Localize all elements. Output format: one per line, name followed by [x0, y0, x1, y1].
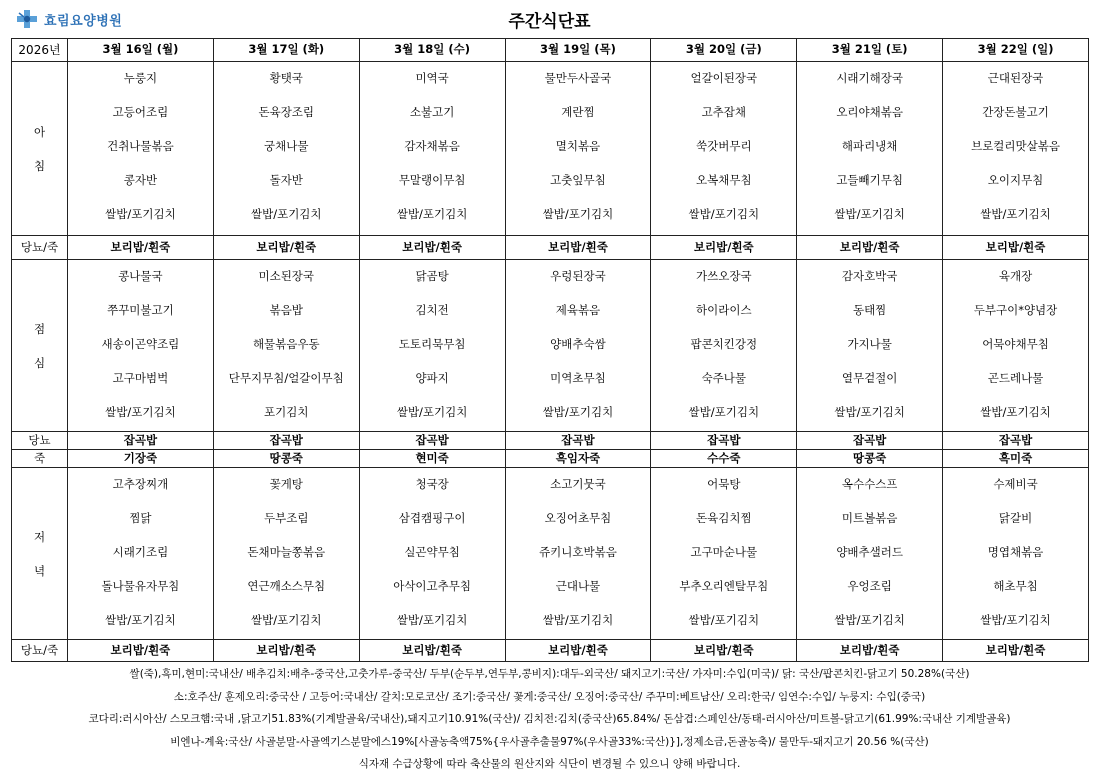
menu-item: 삼겹캠핑구이 [398, 511, 466, 526]
menu-item: 오이지무침 [987, 173, 1044, 188]
menu-item: 쌀밥/포기김치 [542, 613, 614, 628]
menu-item: 쌀밥/포기김치 [396, 613, 468, 628]
breakfast-day-cell [68, 62, 214, 236]
menu-item: 두부조림 [264, 511, 309, 526]
lunch-day-cell [213, 260, 359, 432]
menu-item: 실곤약무침 [404, 545, 460, 560]
menu-item: 오리야채볶음 [836, 105, 903, 120]
diabetes-cell: 잡곡밥 [651, 432, 797, 450]
menu-item: 미트볼볶음 [841, 511, 898, 526]
diet-cell: 보리밥/흰죽 [68, 236, 214, 260]
menu-item: 도토리묵무침 [398, 337, 466, 352]
lunch-day-cell [505, 260, 651, 432]
lunch-day-cell [68, 260, 214, 432]
dinner-day-cell [505, 468, 651, 640]
breakfast-diet-row [12, 236, 1089, 260]
menu-item: 쌀밥/포기김치 [688, 405, 760, 420]
breakfast-day-cell [651, 62, 797, 236]
menu-item: 양배추숙쌈 [550, 337, 606, 352]
meal-label-char: 심 [33, 355, 46, 370]
breakfast-day-cell [505, 62, 651, 236]
menu-item: 해물볶음우동 [252, 337, 320, 352]
diet-cell: 보리밥/흰죽 [359, 640, 505, 662]
row-label: 당뇨/죽 [12, 640, 68, 662]
menu-item: 수제비국 [993, 477, 1038, 492]
menu-item: 근대된장국 [987, 71, 1044, 86]
menu-item: 우엉조림 [847, 579, 892, 594]
menu-item: 가쓰오장국 [696, 269, 752, 284]
diet-cell: 보리밥/흰죽 [359, 236, 505, 260]
menu-item: 무말랭이무침 [398, 173, 466, 188]
diabetes-cell: 잡곡밥 [359, 432, 505, 450]
menu-item: 고구마범벅 [112, 371, 169, 386]
meal-label-char: 아 [33, 124, 46, 139]
dinner-day-cell [943, 468, 1089, 640]
menu-item: 쌀밥/포기김치 [542, 405, 614, 420]
menu-item: 청국장 [415, 477, 449, 492]
day-header: 3월 19일 (목) [505, 39, 651, 62]
menu-item: 시래기조림 [112, 545, 169, 560]
diet-cell: 보리밥/흰죽 [213, 640, 359, 662]
meal-label-char: 저 [33, 529, 46, 544]
diabetes-cell: 잡곡밥 [797, 432, 943, 450]
menu-item: 새송이곤약조림 [101, 337, 180, 352]
diet-cell: 보리밥/흰죽 [651, 236, 797, 260]
diabetes-cell: 잡곡밥 [213, 432, 359, 450]
diet-cell: 보리밥/흰죽 [68, 640, 214, 662]
menu-item: 쌀밥/포기김치 [980, 405, 1051, 420]
year-cell: 2026년 [12, 39, 68, 62]
menu-item: 쑥갓버무리 [696, 139, 752, 154]
menu-item: 하이라이스 [696, 303, 752, 318]
menu-item: 물만두사골국 [544, 71, 612, 86]
row-label: 당뇨 [12, 432, 68, 450]
lunch-day-cell [943, 260, 1089, 432]
menu-item: 콩나물국 [118, 269, 163, 284]
menu-item: 근대나물 [555, 579, 601, 594]
menu-item: 쌀밥/포기김치 [542, 207, 614, 222]
menu-item: 해파리냉채 [841, 139, 898, 154]
menu-item: 양배추샐러드 [836, 545, 903, 560]
menu-item: 고들빼기무침 [836, 173, 903, 188]
menu-item: 계란찜 [561, 105, 595, 120]
menu-item: 우렁된장국 [550, 269, 606, 284]
origin-notes [0, 663, 1099, 776]
menu-item: 닭곰탕 [415, 269, 449, 284]
menu-item: 브로컬리맛살볶음 [971, 139, 1060, 154]
menu-item: 곤드레나물 [987, 371, 1044, 386]
menu-item: 어묵탕 [707, 477, 741, 492]
menu-item: 쌀밥/포기김치 [105, 207, 176, 222]
menu-item: 쌀밥/포기김치 [834, 207, 905, 222]
menu-item: 고추잡채 [701, 105, 747, 120]
diabetes-cell: 잡곡밥 [943, 432, 1089, 450]
dinner-day-cell [651, 468, 797, 640]
porridge-cell: 땅콩죽 [213, 450, 359, 468]
menu-item: 쌀밥/포기김치 [834, 405, 905, 420]
day-header: 3월 16일 (월) [68, 39, 214, 62]
lunch-day-cell [359, 260, 505, 432]
porridge-cell: 흑미죽 [943, 450, 1089, 468]
menu-item: 고춧잎무침 [550, 173, 606, 188]
menu-item: 찜닭 [129, 511, 152, 526]
note-line: 코다리:러시아산/ 스모크햄:국내 ,닭고기51.83%(기계발골육/국내산),돼지고기10.91%(국산)/ 김치전:김치(중국산)65.84%/ 돈삼겹:스페인산/동태-러시아산/미트볼-닭고기(61.99%:국내산 기계발골육) [88, 713, 1011, 725]
day-header: 3월 20일 (금) [651, 39, 797, 62]
menu-item: 쌀밥/포기김치 [251, 613, 322, 628]
menu-item: 궁채나물 [264, 139, 309, 154]
menu-item: 돌나물유자무침 [101, 579, 180, 594]
breakfast-day-cell [797, 62, 943, 236]
note-line: 식자재 수급상황에 따라 축산물의 원산지와 식단이 변경될 수 있으니 양해 바랍니다. [358, 758, 741, 770]
row-label: 죽 [12, 450, 68, 468]
diet-cell: 보리밥/흰죽 [505, 236, 651, 260]
menu-item: 제육볶음 [555, 303, 601, 318]
porridge-cell: 현미죽 [359, 450, 505, 468]
porridge-cell: 땅콩죽 [797, 450, 943, 468]
row-label: 당뇨/죽 [12, 236, 68, 260]
breakfast-row [12, 62, 1089, 236]
menu-item: 쌀밥/포기김치 [105, 613, 176, 628]
menu-item: 오복채무침 [696, 173, 752, 188]
header-row [12, 39, 1089, 62]
meal-label-char: 녁 [33, 563, 46, 578]
breakfast-day-cell [359, 62, 505, 236]
menu-item: 연근깨소스무침 [247, 579, 326, 594]
diabetes-cell: 잡곡밥 [68, 432, 214, 450]
breakfast-day-cell [943, 62, 1089, 236]
menu-item: 쭈꾸미불고기 [107, 303, 174, 318]
diet-cell: 보리밥/흰죽 [213, 236, 359, 260]
menu-item: 미역국 [415, 71, 449, 86]
lunch-day-cell [651, 260, 797, 432]
diet-cell: 보리밥/흰죽 [797, 236, 943, 260]
menu-item: 간장돈불고기 [982, 105, 1049, 120]
menu-item: 쌀밥/포기김치 [688, 613, 760, 628]
menu-item: 소고기뭇국 [550, 477, 606, 492]
day-header: 3월 17일 (화) [213, 39, 359, 62]
meal-label-char: 점 [33, 321, 46, 336]
dinner-row [12, 468, 1089, 640]
menu-item: 쌀밥/포기김치 [396, 207, 468, 222]
diet-cell: 보리밥/흰죽 [943, 236, 1089, 260]
menu-item: 콩자반 [123, 173, 158, 188]
menu-item: 쌀밥/포기김치 [396, 405, 468, 420]
menu-item: 황탯국 [269, 71, 303, 86]
menu-item: 쌀밥/포기김치 [834, 613, 905, 628]
lunch-porridge-row [12, 450, 1089, 468]
menu-item: 돈육김치찜 [696, 511, 752, 526]
dinner-day-cell [213, 468, 359, 640]
menu-item: 감자채볶음 [404, 139, 460, 154]
note-line: 비엔나-계육:국산/ 사골분말-사골엑기스분말에스19%[사골농축액75%{우사골추출물97%(우사골33%:국산)}],정제소금,돈골농축)/ 물만두-돼지고기 20.56 %(국산) [170, 735, 929, 748]
note-line: 소:호주산/ 훈제오리:중국산 / 고등어:국내산/ 갈치:모로코산/ 조기:중국산/ 꽃게:중국산/ 오징어:중국산/ 주꾸미:베트남산/ 오리:한국/ 임연수:수입/ 누룽지: 수입(중국) [173, 690, 926, 703]
menu-item: 팝콘치킨강정 [690, 337, 758, 352]
menu-item: 돈채마늘쫑볶음 [247, 545, 326, 560]
menu-item: 양파지 [415, 371, 449, 386]
menu-item: 쌀밥/포기김치 [980, 613, 1051, 628]
dinner-diet-row [12, 640, 1089, 662]
menu-item: 열무겉절이 [841, 371, 898, 386]
diabetes-cell: 잡곡밥 [505, 432, 651, 450]
porridge-cell: 수수죽 [651, 450, 797, 468]
lunch-day-cell [797, 260, 943, 432]
menu-item: 어묵야채무침 [982, 337, 1049, 352]
lunch-diabetes-row [12, 432, 1089, 450]
lunch-label [12, 260, 68, 432]
dinner-label [12, 468, 68, 640]
weekly-menu-table [11, 38, 1089, 662]
menu-item: 얼갈이된장국 [690, 71, 758, 86]
day-header: 3월 18일 (수) [359, 39, 505, 62]
diet-cell: 보리밥/흰죽 [797, 640, 943, 662]
menu-item: 숙주나물 [701, 371, 747, 386]
menu-item: 누룽지 [123, 71, 158, 86]
menu-item: 볶음밥 [269, 303, 303, 318]
porridge-cell: 흑임자죽 [505, 450, 651, 468]
dinner-day-cell [359, 468, 505, 640]
menu-item: 쌀밥/포기김치 [251, 207, 322, 222]
menu-item: 고등어조림 [112, 105, 169, 120]
menu-item: 단무지무침/얼갈이무침 [228, 371, 344, 386]
porridge-cell: 기장죽 [68, 450, 214, 468]
menu-item: 고구마순나물 [690, 545, 758, 560]
diet-cell: 보리밥/흰죽 [505, 640, 651, 662]
note-line: 쌀(죽),흑미,현미:국내산/ 배추김치:배추-중국산,고춧가루-중국산/ 두부(순두부,연두부,콩비지):대두-외국산/ 돼지고기:국산/ 가자미:수입(미국)/ 닭: 국산/팝콘치킨-닭고기 50.28%(국산) [129, 668, 970, 680]
page-title: 주간식단표 [508, 12, 591, 32]
dinner-day-cell [797, 468, 943, 640]
menu-item: 부추오리엔탈무침 [679, 579, 769, 594]
menu-item: 돈육장조림 [258, 105, 315, 120]
hospital-name: 효림요양병원 [44, 13, 123, 29]
menu-item: 쌀밥/포기김치 [980, 207, 1051, 222]
menu-item: 멸치볶음 [555, 139, 601, 154]
menu-item: 동태찜 [852, 303, 887, 318]
diet-cell: 보리밥/흰죽 [651, 640, 797, 662]
menu-item: 김치전 [415, 303, 449, 318]
menu-item: 쌀밥/포기김치 [688, 207, 760, 222]
meal-label-char: 침 [33, 158, 46, 173]
menu-item: 두부구이*양념장 [973, 303, 1058, 318]
dinner-day-cell [68, 468, 214, 640]
menu-item: 명엽채볶음 [987, 545, 1044, 560]
menu-item: 건취나물볶음 [107, 139, 174, 154]
menu-item: 포기김치 [264, 405, 309, 420]
day-header: 3월 21일 (토) [797, 39, 943, 62]
menu-item: 해초무침 [993, 579, 1038, 594]
menu-item: 아삭이고추무침 [393, 579, 471, 594]
menu-item: 쥬키니호박볶음 [539, 545, 617, 560]
menu-item: 닭갈비 [998, 511, 1033, 526]
menu-item: 옥수수스프 [841, 477, 898, 492]
menu-item: 감자호박국 [841, 269, 898, 284]
menu-item: 돌자반 [269, 173, 303, 188]
menu-item: 가지나물 [847, 337, 892, 352]
menu-item: 소불고기 [409, 105, 455, 120]
menu-item: 미역초무침 [550, 371, 606, 386]
diet-cell: 보리밥/흰죽 [943, 640, 1089, 662]
day-header: 3월 22일 (일) [943, 39, 1089, 62]
menu-item: 육개장 [998, 269, 1033, 284]
menu-item: 시래기해장국 [836, 71, 903, 86]
lunch-row [12, 260, 1089, 432]
menu-item: 꽃게탕 [269, 477, 303, 492]
menu-item: 미소된장국 [258, 269, 315, 284]
menu-item: 쌀밥/포기김치 [105, 405, 176, 420]
breakfast-label [12, 62, 68, 236]
breakfast-day-cell [213, 62, 359, 236]
menu-item: 오징어초무침 [544, 511, 612, 526]
menu-item: 고추장찌개 [112, 477, 169, 492]
